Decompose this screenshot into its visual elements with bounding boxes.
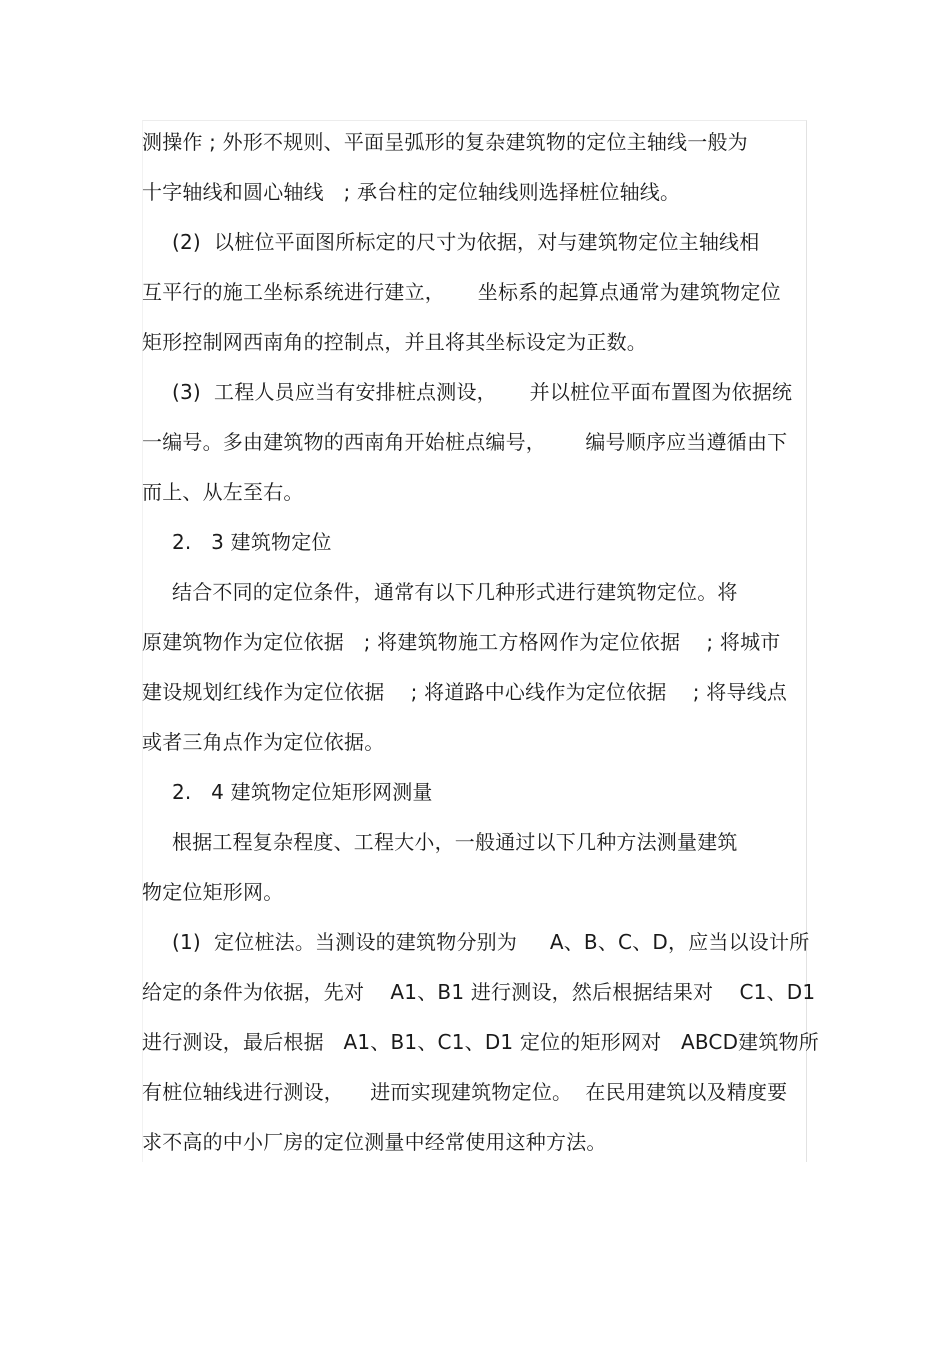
text-line-12: 建设规划红线作为定位依据 ; 将道路中心线作为定位依据 ; 将导线点 xyxy=(142,680,788,704)
text-line-19: 进行测设，最后根据 A1、B1、C1、D1 定位的矩形网对 ABCD建筑物所 xyxy=(142,1030,819,1054)
text-line-18: 给定的条件为依据，先对 A1、B1 进行测设，然后根据结果对 C1、D1 xyxy=(142,980,816,1004)
text-line-6: (3) 工程人员应当有安排桩点测设， 并以桩位平面布置图为依据统 xyxy=(172,380,793,404)
text-line-3: (2) 以桩位平面图所标定的尺寸为依据，对与建筑物定位主轴线相 xyxy=(172,230,760,254)
text-line-4: 互平行的施工坐标系统进行建立， 坐标系的起算点通常为建筑物定位 xyxy=(142,280,781,304)
text-line-2: 十字轴线和圆心轴线 ; 承台柱的定位轴线则选择桩位轴线。 xyxy=(142,180,681,204)
text-line-1: 测操作 ; 外形不规则、平面呈弧形的复杂建筑物的定位主轴线一般为 xyxy=(142,130,748,154)
text-line-17: (1) 定位桩法。当测设的建筑物分别为 A、B、C、D，应当以设计所 xyxy=(172,930,810,954)
text-line-20: 有桩位轴线进行测设， 进而实现建筑物定位。 在民用建筑以及精度要 xyxy=(142,1080,788,1104)
text-line-16: 物定位矩形网。 xyxy=(142,880,284,904)
text-line-10: 结合不同的定位条件，通常有以下几种形式进行建筑物定位。将 xyxy=(172,580,738,604)
text-line-11: 原建筑物作为定位依据 ; 将建筑物施工方格网作为定位依据 ; 将城市 xyxy=(142,630,781,654)
text-line-13: 或者三角点作为定位依据。 xyxy=(142,730,385,754)
text-line-8: 而上、从左至右。 xyxy=(142,480,304,504)
text-line-15: 根据工程复杂程度、工程大小，一般通过以下几种方法测量建筑 xyxy=(172,830,738,854)
section-heading-2-3: 2. 3 建筑物定位 xyxy=(172,530,332,554)
section-heading-2-4: 2. 4 建筑物定位矩形网测量 xyxy=(172,780,433,804)
text-line-21: 求不高的中小厂房的定位测量中经常使用这种方法。 xyxy=(142,1130,607,1154)
text-line-7: 一编号。多由建筑物的西南角开始桩点编号， 编号顺序应当遵循由下 xyxy=(142,430,788,454)
text-line-5: 矩形控制网西南角的控制点，并且将其坐标设定为正数。 xyxy=(142,330,647,354)
